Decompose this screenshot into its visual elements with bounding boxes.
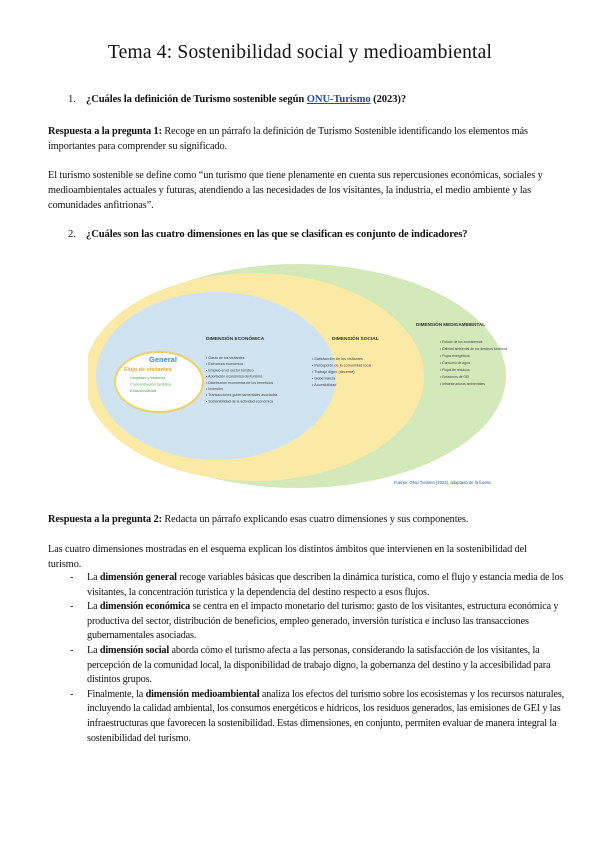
general-subtitle: Flujo de visitantes <box>124 367 172 373</box>
list-item: - La dimensión social aborda cómo el turismo afecta a las personas, considerando la satisfacción de los visitantes, la percepción de la comunidad local, la disponibilidad de trabajo digno, la gobernanza del destino y la accesibilidad para distintos grupos. <box>70 644 551 686</box>
answer-1-intro <box>48 124 558 154</box>
social-item: • Percepción de la comunidad local <box>312 363 372 368</box>
medioambiental-item: • Estado de los ecosistemas <box>440 340 483 344</box>
dimensions-diagram-svg <box>88 260 508 492</box>
answer-2-intro-text: Redacta un párrafo explicando esas cuatro dimensiones y sus componentes. <box>164 514 469 525</box>
medioambiental-item: • Consumo de agua <box>440 361 470 365</box>
economic-title: DIMENSIÓN ECONÓMICA <box>206 337 265 342</box>
answer-2-label: Respuesta a la pregunta 2: <box>48 514 162 525</box>
list-item: - La dimensión económica se centra en el impacto monetario del turismo: gasto de los visitantes, estructura económica y productiva del sector, distribución de beneficios, empleo generado, inversión turística e incluso las transacciones gubernamentales asociadas. <box>70 601 559 642</box>
general-item: Estacionalidad <box>130 388 157 393</box>
economic-item: • Estructura económica <box>206 362 244 367</box>
question-2-text: ¿Cuáles son las cuatro dimensiones en las que se clasifican es conjunto de indicadores? <box>86 229 468 240</box>
economic-item: • Inversión <box>206 387 223 391</box>
question-2-number: 2. <box>68 229 76 240</box>
question-2 <box>68 229 467 240</box>
diagram-credit: Fuente: ONU Turismo (2023), adaptado de la fuente <box>394 480 491 485</box>
answer-2-intro <box>48 512 558 527</box>
medioambiental-item: • Calidad ambiental de los destinos turísticos <box>440 347 508 351</box>
general-item: Llegadas y estancia <box>130 375 166 380</box>
social-item: • Trabajo digno (decente) <box>312 370 355 374</box>
medioambiental-item: • Flujos energéticos <box>440 354 470 358</box>
answer-2-lead: Las cuatro dimensiones mostradas en el esquema explican los distintos ámbitos que intervienen en la sostenibilidad del turismo. <box>48 544 527 570</box>
answer-1-definition: El turismo sostenible se define como “un turismo que tiene plenamente en cuenta sus repercusiones económicas, sociales y medioambientales actuales y futuras, atendiendo a las necesidades de los visitantes, la industria, el medio ambiente y las comunidades anfitrionas”. <box>48 170 543 211</box>
dimensions-diagram <box>88 260 508 492</box>
general-item: Concentración turística <box>130 381 171 387</box>
general-title: General <box>149 355 177 364</box>
list-item: - La dimensión general recoge variables básicas que describen la dinámica turística, como el flujo y estancia media de los visitantes, la concentración turística y la dependencia del destino respecto a esos flujos. <box>70 572 564 598</box>
medioambiental-title: DIMENSIÓN MEDIOAMBIENTAL <box>416 322 486 327</box>
social-item: • Accesibilidad <box>312 383 337 387</box>
page-title: Tema 4: Sostenibilidad social y medioambiental <box>107 42 493 63</box>
economic-item: • Gasto de los visitantes <box>206 356 245 360</box>
question-1-year: (2023)? <box>373 94 407 105</box>
economic-item: • Aportación económica del turismo <box>206 374 263 379</box>
medioambiental-item: • Emisiones de GEI <box>440 375 470 379</box>
economic-item: • Distribución económica de los beneficios <box>206 380 274 385</box>
question-1-number: 1. <box>68 94 76 105</box>
medioambiental-item: • Flujos de residuos <box>440 368 470 372</box>
question-1-text: ¿Cuáles la definición de Turismo sostenible según <box>86 94 305 105</box>
dimensions-list <box>48 571 564 746</box>
list-item: - Finalmente, la dimensión medioambiental analiza los efectos del turismo sobre los ecosistemas y los recursos naturales, incluyendo la calidad ambiental, los consumos energéticos e hídricos, los residuos generados, las emisiones de GEI y las infraestructuras que favorecen la sostenibilidad. Estas dimensiones, en conjunto, permiten evaluar de manera integral la sostenibilidad del turismo. <box>70 688 565 744</box>
social-title: DIMENSIÓN SOCIAL <box>332 337 379 342</box>
economic-item: • Empleo en el sector turístico <box>206 368 254 373</box>
answer-1-label: Respuesta a la pregunta 1: <box>48 126 162 137</box>
answer-1-intro-text: Recoge en un párrafo la definición de Turismo Sostenible identificando los elementos más importantes para comprender su significado. <box>48 126 528 152</box>
social-item: • Satisfacción de los visitantes <box>312 357 363 361</box>
economic-item: • Transacciones gubernamentales asociadas <box>206 393 278 398</box>
social-item: • Gobernanza <box>312 376 336 381</box>
question-1 <box>68 94 406 105</box>
economic-item: • Sostenibilidad de la actividad económica <box>206 399 273 404</box>
onu-turismo-link[interactable]: ONU-Turismo <box>306 94 371 105</box>
medioambiental-item: • Infraestructuras ambientales <box>440 382 485 386</box>
